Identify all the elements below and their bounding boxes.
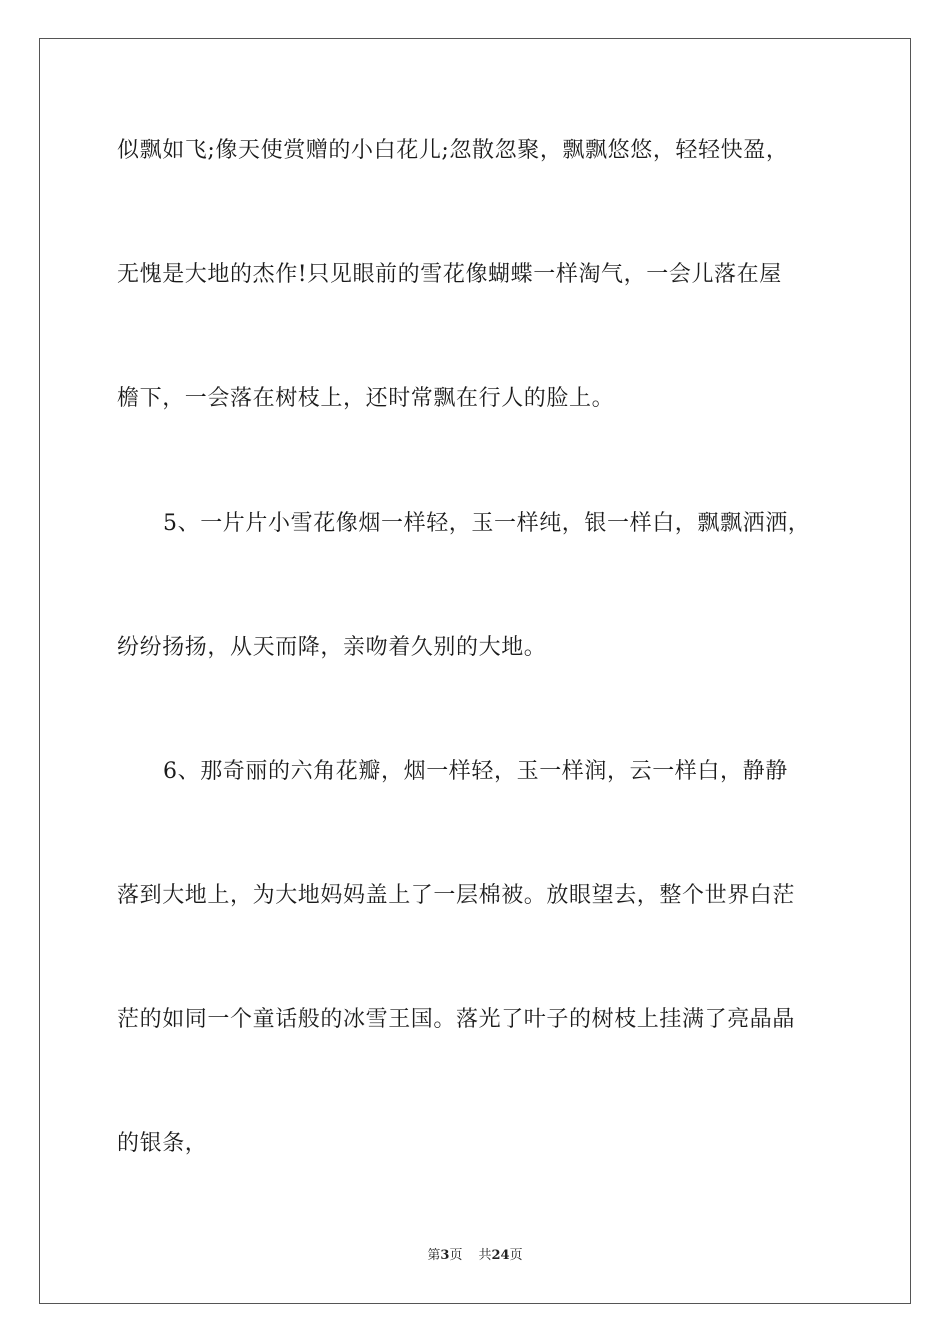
paragraph-line-4: 5、一片片小雪花像烟一样轻，玉一样纯，银一样白，飘飘洒洒，: [163, 511, 811, 536]
total-pages: 24: [491, 1248, 510, 1263]
total-suffix: 页: [509, 1248, 523, 1263]
paragraph-line-8: 茫的如同一个童话般的冰雪王国。落光了叶子的树枝上挂满了亮晶晶: [117, 1007, 796, 1032]
paragraph-line-2: 无愧是大地的杰作!只见眼前的雪花像蝴蝶一样淘气，一会儿落在屋: [117, 262, 782, 287]
paragraph-line-9: 的银条，: [117, 1131, 208, 1156]
page-suffix: 页: [449, 1248, 463, 1263]
page-footer: [0, 1247, 950, 1265]
paragraph-line-6: 6、那奇丽的六角花瓣，烟一样轻，玉一样润，云一样白，静静: [163, 759, 788, 784]
paragraph-line-5: 纷纷扬扬，从天而降，亲吻着久别的大地。: [117, 635, 547, 660]
page-prefix: 第: [427, 1248, 441, 1263]
paragraph-line-1: 似飘如飞;像天使赏赠的小白花儿;忽散忽聚，飘飘悠悠，轻轻快盈，: [117, 138, 789, 163]
page-number: 3: [440, 1248, 450, 1263]
paragraph-line-7: 落到大地上，为大地妈妈盖上了一层棉被。放眼望去，整个世界白茫: [117, 883, 796, 908]
total-prefix: 共: [478, 1248, 492, 1263]
page-border: [39, 38, 911, 1304]
paragraph-line-3: 檐下，一会落在树枝上，还时常飘在行人的脸上。: [117, 386, 615, 411]
